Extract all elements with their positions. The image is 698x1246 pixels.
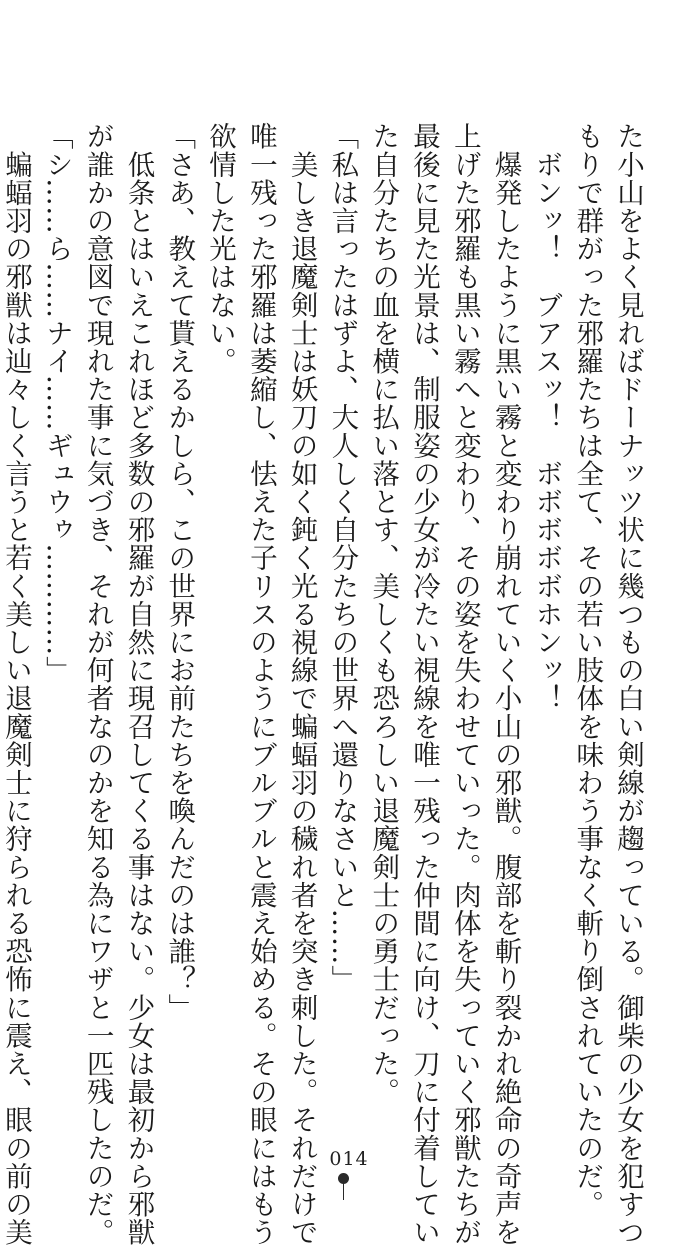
text-line-9: 美しき退魔剣士は妖刀の如く鈍く光る視線で蝙蝠羽の穢れ者を突き刺した。それだけで — [285, 122, 318, 1246]
text-line-8: 「私は言ったはずよ、大人しく自分たちの世界へ還りなさいと……」 — [326, 122, 359, 994]
page-number: 014 — [329, 1148, 369, 1170]
text-line-14: が誰かの意図で現れた事に気づき、それが何者なのかを知る為にワザと一匹残したのだ。 — [81, 122, 114, 1246]
text-line-7: た自分たちの血を横に払い落とす、美しくも恐ろしい退魔剣士の勇士だった。 — [367, 122, 400, 1106]
text-line-12: 「さあ、教えて貰えるかしら、この世界にお前たちを喚んだのは誰？」 — [163, 122, 196, 1022]
text-line-1: た小山をよく見ればドーナッツ状に幾つもの白い剣線が趨っている。御柴の少女を犯すつ — [612, 122, 644, 1246]
text-line-16: 蝙蝠羽の邪獣は辿々しく言うと若く美しい退魔剣士に狩られる恐怖に震え、眼の前の美 — [0, 122, 33, 1246]
text-line-11: 欲情した光はない。 — [204, 122, 237, 375]
page-marker-line — [343, 1183, 344, 1200]
text-line-6: 最後に見た光景は、制服姿の少女が冷たい視線を唯一残った仲間に向け、刀に付着してい — [408, 122, 441, 1246]
text-line-5: 上げた邪羅も黒い霧へと変わり、その姿を失わせていった。肉体を失っていく邪獣たちが — [448, 122, 481, 1246]
text-line-2: もりで群がった邪羅たちは全て、その若い肢体を味わう事なく斬り倒されていたのだ。 — [571, 122, 604, 1218]
text-line-4: 爆発したように黒い霧と変わり崩れていく小山の邪獣。腹部を斬り裂かれ絶命の奇声を — [489, 122, 522, 1246]
text-line-10: 唯一残った邪羅は萎縮し、怯えた子リスのようにブルブルと震え始める。その眼にはもう — [244, 122, 277, 1246]
text-line-3: ボンッ！ ブアスッ！ ボボボボボホンッ！ — [530, 122, 563, 713]
text-line-13: 低条とはいえこれほど多数の邪羅が自然に現召してくる事はない。少女は最初から邪獣 — [122, 122, 155, 1246]
text-line-15: 「シ……ら……ナイ……ギュウゥ…………」 — [40, 122, 73, 684]
